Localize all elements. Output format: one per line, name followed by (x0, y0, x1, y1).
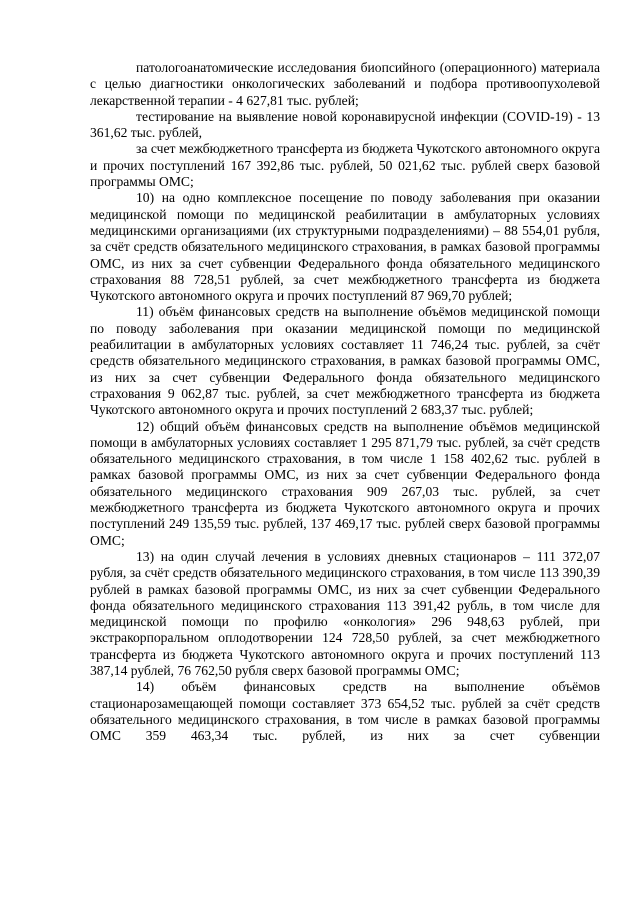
paragraph-interbudget-transfer: за счет межбюджетного трансферта из бюджета Чукотского автономного округа и прочих поступлений 167 392,86 тыс. рублей, 50 021,62 тыс. рублей сверх базовой программы ОМС; (90, 141, 600, 190)
paragraph-item-10: 10) на одно комплексное посещение по поводу заболевания при оказании медицинской помощи по медицинской реабилитации в амбулаторных условиях медицинскими организациями (их структурными подразделениями) – 88 554,01 рубля, за счёт средств обязательного медицинского страхования, в рамках базовой программы ОМС, из них за счет субвенции Федерального фонда обязательного медицинского страхования 88 728,51 рублей, за счет межбюджетного трансферта из бюджета Чукотского автономного округа и прочих поступлений 87 969,70 рублей; (90, 190, 600, 304)
document-page (90, 60, 600, 744)
paragraph-covid-testing: тестирование на выявление новой коронавирусной инфекции (COVID-19) - 13 361,62 тыс. рублей, (90, 108, 600, 141)
paragraph-item-14: 14) объём финансовых средств на выполнение объёмов стационарозамещающей помощи составляет 373 654,52 тыс. рублей за счёт средств обязательного медицинского страхования, в том числе в рамках базовой программы ОМС 359 463,34 тыс. рублей, из них за счет субвенции (90, 679, 600, 744)
paragraph-item-12: 12) общий объём финансовых средств на выполнение объёмов медицинской помощи в амбулаторных условиях составляет 1 295 871,79 тыс. рублей, за счёт средств обязательного медицинского страхования, в том числе 1 158 402,62 тыс. рублей в рамках базовой программы ОМС, из них за счет субвенции Федерального фонда обязательного медицинского страхования 909 267,03 тыс. рублей, за счет межбюджетного трансферта из бюджета Чукотского автономного округа и прочих поступлений 249 135,59 тыс. рублей, 137 469,17 тыс. рублей сверх базовой программы ОМС; (90, 418, 600, 548)
paragraph-pathology-testing: патологоанатомические исследования биопсийного (операционного) материала с целью диагностики онкологических заболеваний и подбора противоопухолевой лекарственной терапии - 4 627,81 тыс. рублей; (90, 60, 600, 108)
paragraph-item-13: 13) на один случай лечения в условиях дневных стационаров – 111 372,07 рубля, за счёт средств обязательного медицинского страхования, в том числе 113 390,39 рублей в рамках базовой программы ОМС, из них за счет субвенции Федерального фонда обязательного медицинского страхования 113 391,42 рубль, в том числе для медицинской помощи по профилю «онкология» 296 948,63 рублей, при экстракорпоральном оплодотворении 124 728,50 рублей, за счет межбюджетного трансферта из бюджета Чукотского автономного округа и прочих поступлений 113 387,14 рублей, 76 762,50 рубля сверх базовой программы ОМС; (90, 548, 600, 678)
paragraph-item-11: 11) объём финансовых средств на выполнение объёмов медицинской помощи по поводу заболевания при оказании медицинской помощи по медицинской реабилитации в амбулаторных условиях составляет 11 746,24 тыс. рублей, за счёт средств обязательного медицинского страхования, в рамках базовой программы ОМС, из них за счет субвенции Федерального фонда обязательного медицинского страхования 9 062,87 тыс. рублей, за счет межбюджетного трансферта из бюджета Чукотского автономного округа и прочих поступлений 2 683,37 тыс. рублей; (90, 304, 600, 418)
